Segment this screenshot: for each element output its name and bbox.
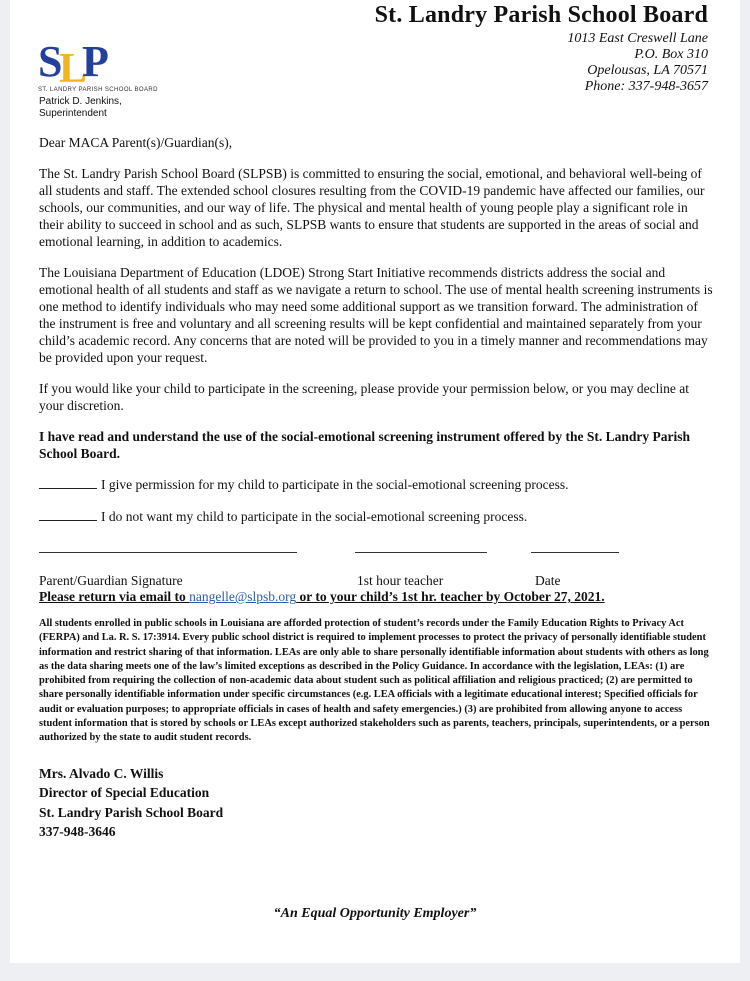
address-block [567, 31, 708, 95]
date-label: Date [535, 573, 561, 588]
decline-blank[interactable] [39, 508, 97, 521]
teacher-label: 1st hour teacher [357, 573, 444, 588]
return-prefix: Please return via email to [39, 589, 190, 604]
teacher-line[interactable] [355, 552, 487, 553]
paragraph: If you would like your child to participate in the screening, please provide your permission below, or you may decline at your discretion. [39, 381, 689, 413]
address-line: P.O. Box 310 [634, 47, 708, 62]
paragraph: The St. Landry Parish School Board (SLPSB) is committed to ensuring the social, emotional, and behavioral well-being of all students and staff. The extended school closures resulting from the COVID-19 pandemic have affected our families, our schools, our communities, and our way of life. The physical and mental health of young people play a significant role in their ability to succeed in school and as such, SLPSB wants to ensure that students are supported in the areas of social and emotional learning, in addition to academics. [39, 166, 705, 249]
acknowledgement: I have read and understand the use of the social-emotional screening instrument offered by the St. Landry Parish School Board. [39, 429, 691, 461]
signer-org: St. Landry Parish School Board [39, 804, 224, 820]
parent-signature-line[interactable] [39, 552, 297, 553]
permission-option [39, 476, 715, 493]
equal-opportunity-footer: “An Equal Opportunity Employer” [273, 906, 477, 921]
paragraph: The Louisiana Department of Education (LDOE) Strong Start Initiative recommends districts address the social and emotional health of all students and staff as we navigate a return to school. The use of mental health screening instruments is one method to identify individuals who may need some additional support as we transition forward. The administration of the instrument is free and voluntary and all screening results will be kept confidential and maintained separately from your child’s academic record. Any concerns that are noted will be provided to you in a timely manner and recommendations may be provided upon your request. [39, 265, 713, 365]
address-line: 1013 East Creswell Lane [567, 31, 708, 46]
return-suffix: or to your child’s 1st hr. teacher by October 27, 2021. [296, 589, 605, 604]
svg-text:S: S [38, 37, 63, 86]
signer-phone: 337-948-3646 [39, 824, 116, 840]
superintendent-title: Superintendent [39, 108, 107, 119]
svg-text:L: L [59, 46, 88, 86]
parent-signature-label: Parent/Guardian Signature [39, 573, 183, 588]
signer-block [39, 764, 715, 842]
return-instructions [39, 588, 715, 605]
letter-body [39, 134, 715, 842]
superintendent-name: Patrick D. Jenkins, [39, 96, 122, 107]
signer-title: Director of Special Education [39, 785, 210, 801]
address-line: Opelousas, LA 70571 [587, 63, 708, 78]
letter-page [10, 0, 740, 963]
logo-graphic [38, 36, 124, 86]
decline-option [39, 508, 715, 525]
signer-name: Mrs. Alvado C. Willis [39, 765, 164, 781]
superintendent-block [39, 96, 122, 120]
logo-subtitle: ST. LANDRY PARISH SCHOOL BOARD [38, 87, 158, 93]
greeting: Dear MACA Parent(s)/Guardian(s), [39, 135, 233, 150]
date-line[interactable] [531, 552, 619, 553]
slpsb-logo [38, 36, 158, 93]
return-email-link[interactable]: nangelle@slpsb.org [189, 589, 297, 604]
signature-area [39, 540, 715, 586]
org-name: St. Landry Parish School Board [374, 2, 708, 28]
phone-line: Phone: 337-948-3657 [584, 79, 708, 94]
permit-blank[interactable] [39, 476, 97, 489]
decline-label: I do not want my child to participate in the social-emotional screening process. [101, 509, 528, 524]
svg-text:P: P [82, 37, 109, 86]
ferpa-notice: All students enrolled in public schools in Louisiana are afforded protection of student’s records under the Family Education Rights to Privacy Act (FERPA) and La. R. S. 17:3914. Every public school district is required to implement processes to protect the privacy of personally identifiable student information and restrict sharing of that information. LEAs are only able to share personally identifiable information about students with others as long as the data sharing meets one of the law’s limited exceptions as described in the Policy Guidance. In accordance with the legislation, LEAs: (1) are prohibited from requiring the collection of non-academic data about student such as political affiliation and religious practiced; (2) are permitted to share personally identifiable information under specific circumstances (e.g. LEA officials with a legitimate educational interest; Specified officials for audit or evaluation purposes; to appropriate officials in cases of health and safety emergencies.) (3) are prohibited from allowing anyone to access student information that is stored by schools or LEAs except authorized stakeholders such as parents, teachers, principals, superintendents, or a person authorized by the state to audit student records. [39, 618, 710, 744]
permit-label: I give permission for my child to participate in the social-emotional screening process. [101, 477, 569, 492]
